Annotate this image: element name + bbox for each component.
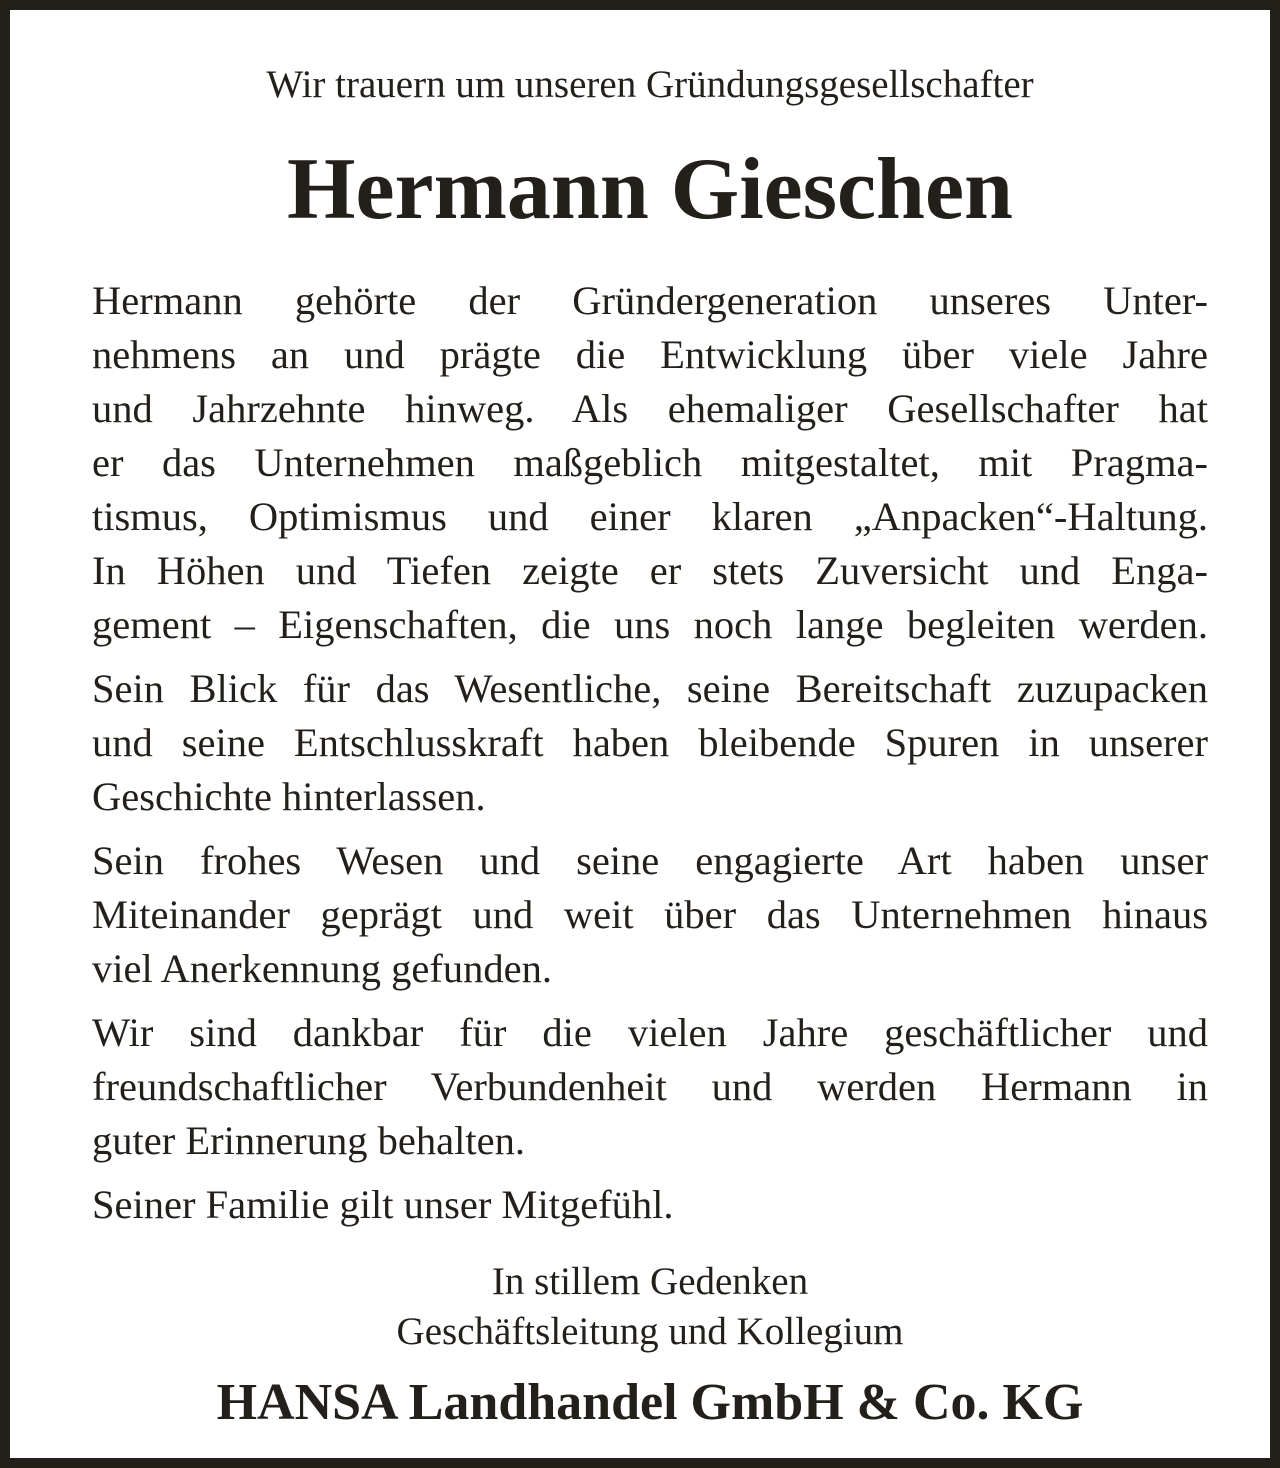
text-line: und Jahrzehnte hinweg. Als ehemaliger Gesellschafter hat — [92, 386, 1208, 431]
text-line: Geschichte hinterlassen. — [92, 774, 486, 819]
paragraph-3 — [92, 834, 1208, 996]
paragraph-4 — [92, 1006, 1208, 1168]
deceased-name: Hermann Gieschen — [287, 141, 1013, 238]
closing-line-1: In stillem Gedenken — [491, 1260, 809, 1303]
text-line: Sein Blick für das Wesentliche, seine Bereitschaft zuzupacken — [92, 666, 1208, 711]
paragraph-2 — [92, 662, 1208, 824]
text-line: Miteinander geprägt und weit über das Unternehmen hinaus — [92, 892, 1208, 937]
company-name: HANSA Landhandel GmbH & Co. KG — [216, 1374, 1084, 1431]
text-line: nehmens an und prägte die Entwicklung über viele Jahre — [92, 332, 1208, 377]
text-line: viel Anerkennung gefunden. — [92, 946, 552, 991]
text-line: In Höhen und Tiefen zeigte er stets Zuversicht und Enga- — [92, 548, 1208, 593]
closing-block — [10, 1257, 1280, 1357]
intro-line: Wir trauern um unseren Gründungsgesellschafter — [266, 63, 1034, 106]
closing-line-2: Geschäftsleitung und Kollegium — [396, 1310, 904, 1353]
text-line: Seiner Familie gilt unser Mitgefühl. — [92, 1182, 674, 1227]
text-line: Hermann gehörte der Gründergeneration unseres Unter- — [92, 278, 1208, 323]
text-line: tismus, Optimismus und einer klaren „Anpacken“-Haltung. — [92, 494, 1208, 539]
text-line: gement – Eigenschaften, die uns noch lange begleiten werden. — [92, 602, 1208, 647]
obituary-body — [92, 274, 1208, 1242]
text-line: guter Erinnerung behalten. — [92, 1118, 525, 1163]
paragraph-5 — [92, 1178, 1208, 1232]
text-line: freundschaftlicher Verbundenheit und werden Hermann in — [92, 1064, 1208, 1109]
text-line: Wir sind dankbar für die vielen Jahre geschäftlicher und — [92, 1010, 1208, 1055]
text-line: er das Unternehmen maßgeblich mitgestaltet, mit Pragma- — [92, 440, 1208, 485]
text-line: und seine Entschlusskraft haben bleibende Spuren in unserer — [92, 720, 1208, 765]
paragraph-1 — [92, 274, 1208, 652]
text-line: Sein frohes Wesen und seine engagierte Art haben unser — [92, 838, 1208, 883]
